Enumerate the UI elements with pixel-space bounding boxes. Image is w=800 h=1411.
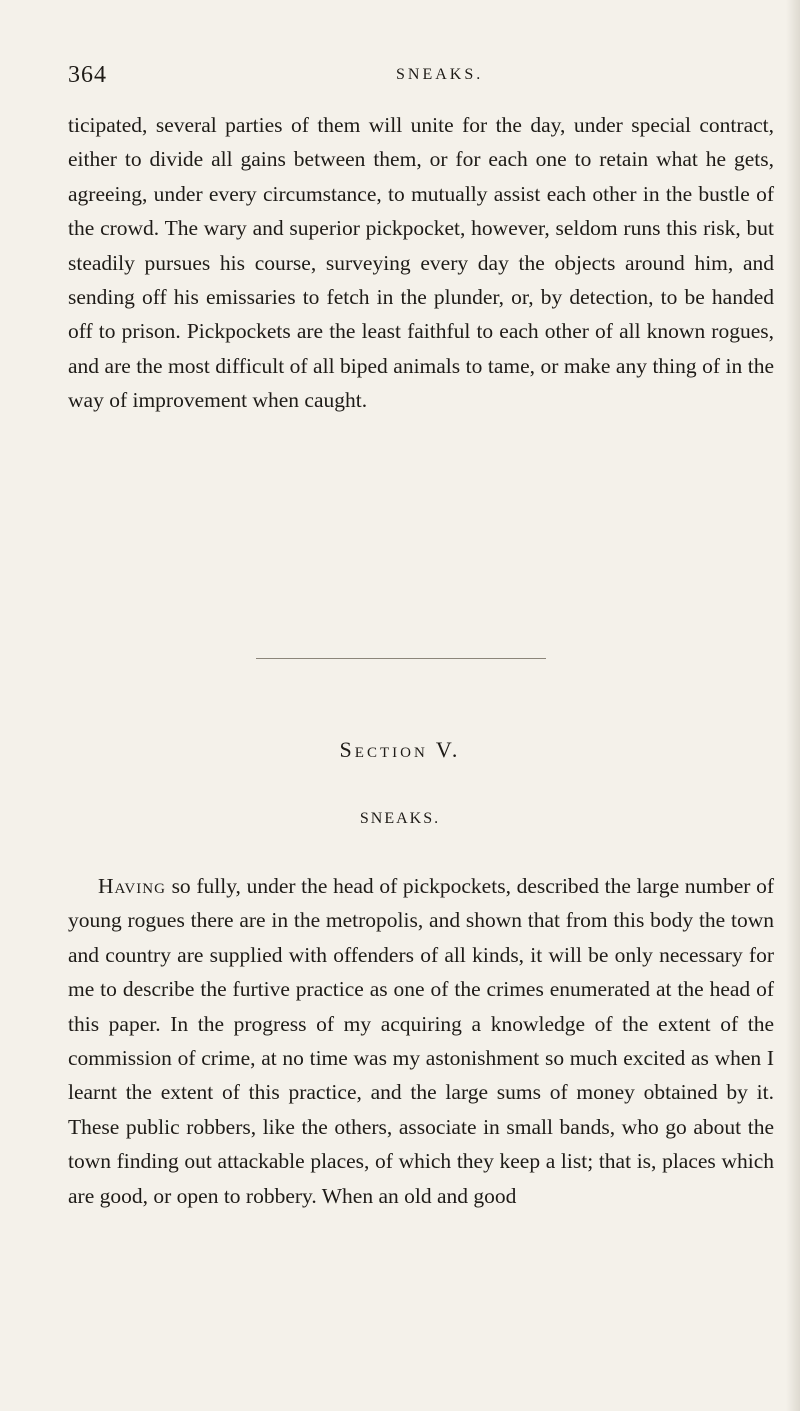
section-heading: Section V.	[339, 737, 461, 762]
paragraph-body: so fully, under the head of pickpockets, described the large number of young rogues there are in the metropolis, and shown that from this body the town and country are supplied with offenders of all kinds, it will be only necessary for me to describe the furtive practice as one of the crimes enumerated at the head of this paper. In the progress of my acquiring a knowledge of the extent of the commission of crime, at no time was my astonishment so much excited as when I learnt the extent of this practice, and the large sums of money obtained by it. These public robbers, like the others, associate in small bands, who go about the town finding out attackable places, of which they keep a list; that is, places which are good, or open to robbery. When an old and good	[68, 874, 774, 1208]
page-edge-shadow	[786, 0, 800, 1411]
paragraph-continued: ticipated, several parties of them will unite for the day, under special contract, either to divide all gains between them, or for each one to retain what he gets, agreeing, under every circumstance, to mutually assist each other in the bustle of the crowd. The wary and superior pickpocket, however, seldom runs this risk, but steadily pursues his course, surveying every day the objects around him, and sending off his emissaries to fetch in the plunder, or, by detection, to be handed off to prison. Pickpockets are the least faithful to each other of all known rogues, and are the most difficult of all biped animals to tame, or make any thing of in the way of improvement when caught.	[68, 113, 774, 413]
paragraph-lead-word: Having	[98, 874, 166, 898]
running-head	[0, 62, 800, 92]
paragraph-sneaks	[68, 869, 774, 1213]
section-subtitle: SNEAKS.	[359, 810, 441, 827]
page-number: 364	[68, 62, 107, 88]
section-divider-rule	[256, 658, 546, 659]
running-title: SNEAKS.	[396, 66, 484, 83]
